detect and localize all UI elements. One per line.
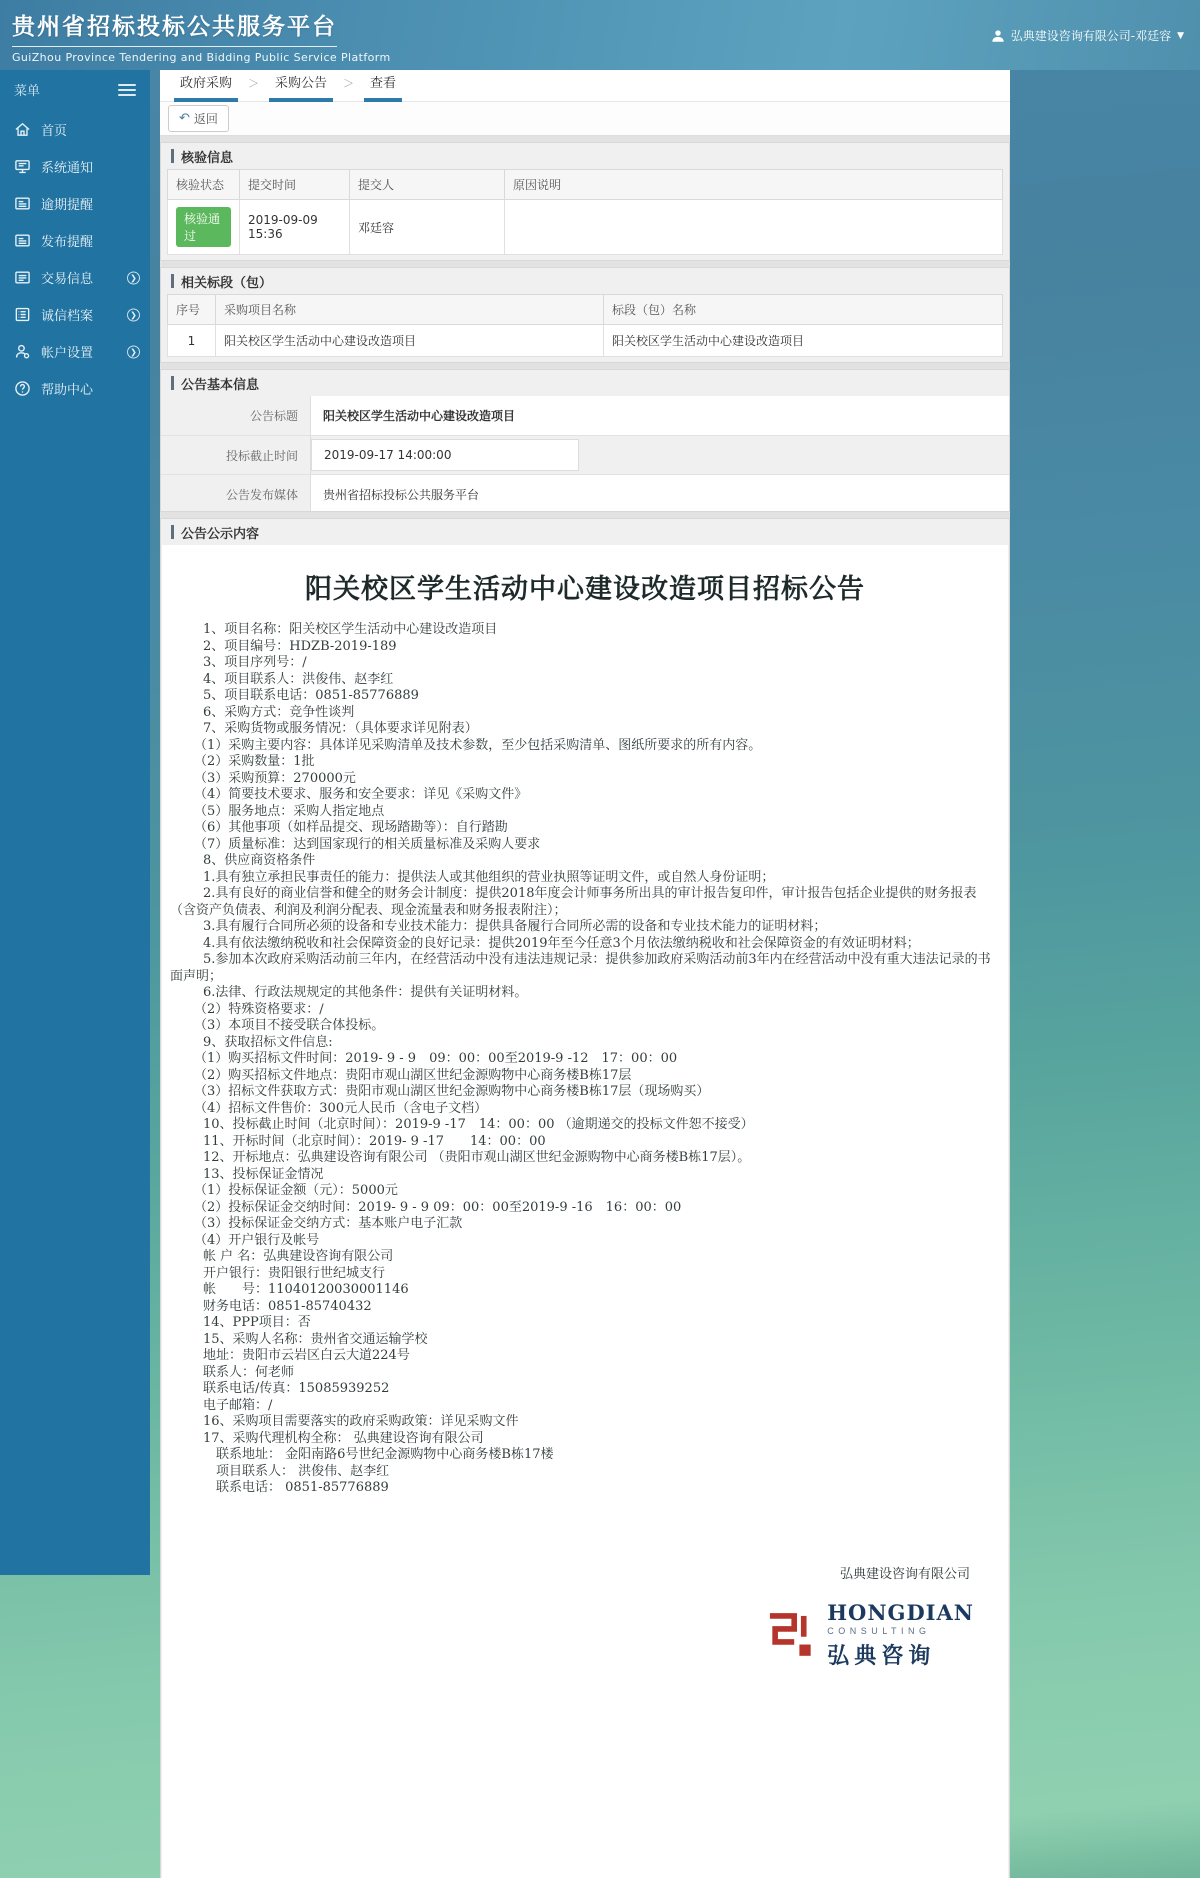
announcement-panel (160, 518, 1010, 1878)
announcement-line: 地址：贵阳市云岩区白云大道224号 (203, 1348, 410, 1363)
announcement-line: 6.法律、行政法规规定的其他条件：提供有关证明材料。 (203, 985, 528, 1000)
form-row-notice-title (161, 396, 1009, 436)
back-arrow-icon: ↶ (179, 111, 190, 126)
announcement-line: 5、项目联系电话：0851-85776889 (203, 688, 419, 703)
announcement-body (162, 545, 1008, 1878)
section-accent-bar (171, 149, 174, 163)
packages-table (167, 294, 1003, 357)
sidebar-item-notifications[interactable] (0, 148, 150, 185)
logo-en-subtitle: CONSULTING (827, 1625, 931, 1636)
site-subtitle: GuiZhou Province Tendering and Bidding Public Service Platform (12, 51, 391, 64)
list-icon (14, 306, 31, 323)
section-title: 相关标段（包） (181, 275, 273, 291)
publish-media-value: 贵州省招标投标公共服务平台 (311, 475, 1009, 511)
logo-text-block (827, 1600, 974, 1670)
announcement-line: 4.具有依法缴纳税收和社会保障资金的良好记录：提供2019年至今任意3个月依法缴纳税收和社会保障资金的有效证明材料； (203, 935, 920, 951)
announcement-line: 项目联系人： 洪俊伟、赵李红 (216, 1463, 390, 1479)
announcement-line: 12、开标地点：弘典建设咨询有限公司 （贵阳市观山湖区世纪金源购物中心商务楼B栋17层）。 (203, 1150, 751, 1165)
announcement-line: 联系人：何老师 (203, 1364, 295, 1380)
user-icon (991, 29, 1005, 43)
announcement-line: 联系地址： 金阳南路6号世纪金源购物中心商务楼B栋17楼 (216, 1447, 554, 1462)
basic-info-panel (160, 369, 1010, 512)
announcement-line: 8、供应商资格条件 (203, 853, 316, 868)
chevron-right-icon: ❯ (127, 271, 140, 284)
announcement-line: （3）本项目不接受联合体投标。 (194, 1018, 385, 1033)
breadcrumb (160, 70, 1010, 102)
announcement-line: 11、开标时间（北京时间）：2019- 9 -17 14：00：00 (203, 1133, 546, 1149)
announcement-line: （2）特殊资格要求：/ (194, 1001, 324, 1017)
table-header-row (168, 170, 1003, 200)
announcement-line: 3.具有履行合同所必须的设备和专业技术能力：提供具备履行合同所必需的设备和专业技术能力的证明材料； (203, 919, 827, 934)
card-list-icon (14, 195, 31, 212)
announcement-line: 帐 户 名：弘典建设咨询有限公司 (203, 1249, 394, 1264)
announcement-line: 电子邮箱：/ (203, 1397, 273, 1413)
index-cell: 1 (168, 325, 216, 357)
announcement-line: 财务电话：0851-85740432 (203, 1298, 372, 1314)
announcement-line: 2.具有良好的商业信誉和健全的财务会计制度：提供2018年度会计师事务所出具的审计报告复印件，审计报告包括企业提供的财务报表（含资产负债表、利润及利润分配表、现金流量表和财务报表附注）； (170, 886, 977, 918)
field-label: 公告发布媒体 (161, 475, 311, 511)
col-reason: 原因说明 (505, 170, 1003, 200)
sidebar-item-overdue-reminder[interactable] (0, 185, 150, 222)
form-row-publish-media (161, 475, 1009, 511)
announcement-line: （5）服务地点：采购人指定地点 (194, 803, 385, 819)
caret-down-icon: ▼ (1177, 30, 1184, 41)
announcement-headline: 阳关校区学生活动中心建设改造项目招标公告 (305, 574, 865, 605)
sidebar-header (0, 70, 150, 111)
col-submitter: 提交人 (350, 170, 505, 200)
help-icon (14, 380, 31, 397)
bid-deadline-wrap (311, 436, 1009, 474)
packages-panel (160, 267, 1010, 363)
col-submit-time: 提交时间 (240, 170, 350, 200)
sidebar-item-label: 发布提醒 (41, 235, 94, 250)
sidebar-item-label: 系统通知 (41, 161, 94, 176)
announcement-line: （4）简要技术要求、服务和安全要求：详见《采购文件》 (194, 787, 528, 802)
announcement-line: （2）投标保证金交纳时间：2019- 9 - 9 09：00：00至2019-9 -16 16：00：00 (194, 1199, 682, 1215)
col-verify-status: 核验状态 (168, 170, 240, 200)
back-button[interactable] (168, 105, 229, 132)
section-header (161, 519, 1009, 545)
announcement-line: 2、项目编号：HDZB-2019-189 (203, 638, 397, 654)
notice-title-value: 阳关校区学生活动中心建设改造项目 (311, 396, 1009, 435)
submit-time-cell: 2019-09-09 15:36 (240, 200, 350, 255)
sidebar-item-help-center[interactable] (0, 370, 150, 407)
announcement-line: （3）招标文件获取方式：贵阳市观山湖区世纪金源购物中心商务楼B栋17层（现场购买） (194, 1084, 710, 1099)
announcement-line: 开户银行：贵阳银行世纪城支行 (203, 1265, 386, 1281)
package-name-cell: 阳关校区学生活动中心建设改造项目 (604, 325, 1003, 357)
logo-cn-name: 弘典咨询 (827, 1642, 936, 1669)
section-title: 公告基本信息 (181, 377, 260, 393)
user-gear-icon (14, 343, 31, 360)
announcement-line: 5.参加本次政府采购活动前三年内，在经营活动中没有违法违规记录：提供参加政府采购活动前3年内在经营活动中没有重大违法记录的书面声明； (170, 952, 991, 984)
breadcrumb-item-procurement-notice[interactable]: 采购公告 (269, 70, 333, 102)
logo-en-name: HONGDIAN (827, 1599, 974, 1625)
announcement-line: （4）招标文件售价：300元人民币（含电子文档） (194, 1100, 488, 1116)
announcement-line: （1）投标保证金额（元）：5000元 (194, 1183, 398, 1198)
user-name: 弘典建设咨询有限公司-邓廷容 (1010, 29, 1172, 43)
card-list-icon (14, 232, 31, 249)
announcement-line: 13、投标保证金情况 (203, 1166, 324, 1182)
announcement-line: 4、项目联系人：洪俊伟、赵李红 (203, 671, 394, 687)
sidebar-item-account-settings[interactable] (0, 333, 150, 370)
menu-label: 菜单 (14, 84, 41, 99)
sidebar-item-trade-info[interactable] (0, 259, 150, 296)
announcement-line: 6、采购方式：竞争性谈判 (203, 704, 355, 720)
form-row-bid-deadline (161, 436, 1009, 475)
announcement-line: 9、获取招标文件信息: (203, 1034, 333, 1050)
announcement-line: （1）购买招标文件时间：2019- 9 - 9 09：00：00至2019-9 -12 17：00：00 (194, 1051, 678, 1066)
field-label: 投标截止时间 (161, 436, 311, 474)
announcement-line: 联系电话： 0851-85776889 (216, 1480, 389, 1495)
table-header-row (168, 295, 1003, 325)
chevron-right-icon: ❯ (127, 308, 140, 321)
home-icon (14, 121, 31, 138)
announcement-line: 15、采购人名称：贵州省交通运输学校 (203, 1331, 428, 1347)
sidebar-item-label: 逾期提醒 (41, 198, 94, 213)
field-label: 公告标题 (161, 396, 311, 435)
table-row (168, 325, 1003, 357)
col-project-name: 采购项目名称 (216, 295, 604, 325)
agency-logo (168, 1600, 1002, 1670)
monitor-icon (14, 158, 31, 175)
submitter-cell: 邓廷容 (350, 200, 505, 255)
verification-table (167, 169, 1003, 255)
agency-signature: 弘典建设咨询有限公司 (839, 1566, 970, 1582)
sidebar-item-publish-reminder[interactable] (0, 222, 150, 259)
announcement-line: 1.具有独立承担民事责任的能力：提供法人或其他组织的营业执照等证明文件，或自然人身份证明； (203, 869, 775, 885)
announcement-line: 帐 号：11040120030001146 (203, 1282, 409, 1297)
back-button-label: 返回 (193, 112, 218, 126)
announcement-line: 17、采购代理机构全称： 弘典建设咨询有限公司 (203, 1430, 484, 1446)
sidebar-item-label: 帐户设置 (41, 346, 94, 361)
announcement-line: （4）开户银行及帐号 (194, 1232, 320, 1248)
col-index: 序号 (168, 295, 216, 325)
announcement-line: （3）采购预算：270000元 (194, 770, 356, 786)
announcement-line: 7、采购货物或服务情况：（具体要求详见附表） (203, 721, 478, 736)
breadcrumb-separator: ＞ (248, 77, 260, 90)
sidebar-item-home[interactable] (0, 111, 150, 148)
section-header (161, 370, 1009, 396)
hamburger-icon[interactable] (118, 81, 136, 99)
announcement-line: 14、PPP项目：否 (203, 1315, 311, 1330)
announcement-line: 3、项目序列号：/ (203, 655, 307, 670)
verification-panel (160, 142, 1010, 261)
breadcrumb-separator: ＞ (343, 77, 355, 90)
announcement-line: （2）采购数量：1批 (194, 754, 315, 769)
section-header (161, 268, 1009, 294)
user-menu[interactable] (991, 27, 1184, 44)
site-title-block (12, 8, 391, 64)
section-accent-bar (171, 525, 174, 539)
announcement-line: 联系电话/传真：15085939252 (203, 1381, 390, 1396)
hongdian-logo-icon (763, 1609, 815, 1661)
announcement-line: （3）投标保证金交纳方式：基本账户电子汇款 (194, 1216, 463, 1231)
table-row (168, 200, 1003, 255)
chevron-right-icon: ❯ (127, 345, 140, 358)
top-banner (0, 0, 1200, 70)
announcement-line: 16、采购项目需要落实的政府采购政策：详见采购文件 (203, 1414, 519, 1429)
announcement-line: （6）其他事项（如样品提交、现场踏勘等）：自行踏勘 (194, 820, 508, 835)
main-content (160, 70, 1010, 1878)
announcement-line: （7）质量标准：达到国家现行的相关质量标准及采购人要求 (194, 836, 541, 852)
site-title: 贵州省招标投标公共服务平台 (12, 8, 337, 47)
sidebar-item-label: 首页 (41, 124, 68, 139)
sidebar-item-label: 交易信息 (41, 272, 94, 287)
section-accent-bar (171, 274, 174, 288)
breadcrumb-item-view[interactable]: 查看 (364, 70, 402, 102)
col-package-name: 标段（包）名称 (604, 295, 1003, 325)
section-accent-bar (171, 376, 174, 390)
reason-cell (505, 200, 1003, 255)
section-header (161, 143, 1009, 169)
section-title: 核验信息 (181, 150, 234, 166)
toolbar (160, 102, 1010, 136)
bid-deadline-value: 2019-09-17 14:00:00 (311, 439, 579, 471)
sidebar (0, 70, 150, 1575)
breadcrumb-item-gov-procurement[interactable]: 政府采购 (174, 70, 238, 102)
sidebar-item-label: 诚信档案 (41, 309, 94, 324)
announcement-line: 10、投标截止时间（北京时间）：2019-9 -17 14：00：00 （逾期递交的投标文件恕不接受） (203, 1117, 754, 1132)
announcement-line: （2）购买招标文件地点：贵阳市观山湖区世纪金源购物中心商务楼B栋17层 (194, 1067, 632, 1083)
section-title: 公告公示内容 (181, 526, 260, 542)
announcement-line: 1、项目名称：阳关校区学生活动中心建设改造项目 (203, 622, 498, 637)
project-name-cell: 阳关校区学生活动中心建设改造项目 (216, 325, 604, 357)
announcement-line: （1）采购主要内容：具体详见采购清单及技术参数，至少包括采购清单、图纸所要求的所有内容。 (194, 737, 762, 753)
status-badge: 核验通过 (176, 207, 231, 247)
card-list-icon (14, 269, 31, 286)
sidebar-item-label: 帮助中心 (41, 383, 94, 398)
sidebar-item-credit-archive[interactable] (0, 296, 150, 333)
verify-status-cell (168, 200, 240, 255)
